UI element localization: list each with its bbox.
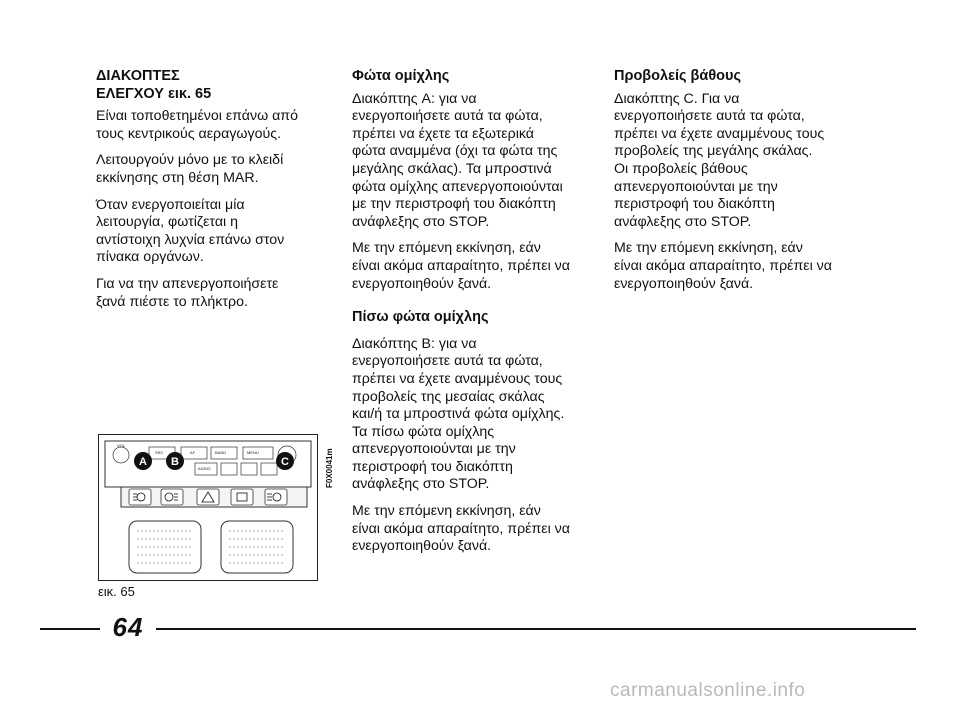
dashboard-switch-figure: [98, 434, 318, 581]
heading-line-2: ΕΛΕΓΧΟΥ εικ. 65: [96, 85, 212, 102]
figure-code-text: F0X0041m: [325, 448, 334, 488]
panel-label: BAND: [215, 450, 227, 455]
front-fog-switch: [129, 489, 151, 505]
callout-a-label: A: [139, 456, 147, 468]
rear-defrost-switch: [231, 489, 253, 505]
paragraph-warning-light: Όταν ενεργοποιείται μία λειτουργία, φωτίζεται η αντίστοιχη λυχνία επάνω στον πίνακα οργάνων.: [96, 196, 285, 266]
paragraph-key-position: Λειτουργούν μόνο με το κλειδί εκκίνησης στη θέση MAR.: [96, 152, 284, 186]
radio-button: [221, 463, 237, 475]
figure-code: [322, 430, 336, 490]
figure-caption: εικ. 65: [98, 584, 135, 599]
column-controls: [96, 68, 336, 320]
panel-label: VOL: [117, 443, 126, 448]
footer-rule-right: [156, 628, 916, 630]
callout-c-label: C: [281, 456, 289, 468]
radio-button: [261, 463, 277, 475]
paragraph-next-start-3: Με την επόμενη εκκίνηση, εάν είναι ακόμα απαραίτητο, πρέπει να ενεργοποιηθούν ξανά.: [614, 240, 832, 292]
volume-knob: [113, 447, 129, 463]
section-heading-controls: [96, 68, 336, 103]
paragraph-next-start-2: Με την επόμενη εκκίνηση, εάν είναι ακόμα απαραίτητο, πρέπει να ενεργοποιηθούν ξανά.: [352, 503, 570, 555]
panel-label: AF: [190, 450, 196, 455]
paragraph-deactivate: Για να την απενεργοποιήσετε ξανά πιέστε το πλήκτρο.: [96, 275, 279, 310]
page-number: 64: [112, 612, 144, 642]
footer-rule-left: [40, 628, 100, 630]
paragraph-location: Είναι τοποθετημένοι επάνω από τους κεντρικούς αεραγωγούς.: [96, 108, 298, 142]
panel-label: AUDIO: [198, 466, 211, 471]
section-heading-high-beam: Προβολείς βάθους: [614, 68, 741, 84]
paragraph-switch-b: Διακόπτης B: για να ενεργοποιήσετε αυτά τα φώτα, πρέπει να έχετε αναμμένους τους προβολείς της μεσαίας σκάλας και/ή τα μπροστινά φώτα ομίχλης. Τα πίσω φώτα ομίχλης απενεργοποιούνται με την περιστροφή του διακόπτη ανάφλεξης στο STOP.: [352, 335, 565, 493]
column-high-beam: [614, 68, 864, 302]
radio-button: [241, 463, 257, 475]
column-fog-lights: [352, 68, 602, 565]
callout-b-label: B: [171, 456, 179, 468]
watermark: carmanualsonline.info: [610, 680, 806, 701]
heading-line-1: ΔΙΑΚΟΠΤΕΣ: [96, 68, 180, 84]
section-heading-rear-fog: Πίσω φώτα ομίχλης: [352, 309, 489, 326]
dashboard-illustration: [99, 435, 317, 580]
panel-label: MENU: [247, 450, 259, 455]
paragraph-switch-c: Διακόπτης C. Για να ενεργοποιήσετε αυτά τα φώτα, πρέπει να έχετε αναμμένους τους προβολείς της μεγάλης σκάλας. Οι προβολείς βάθους απενεργοποιούνται με την περιστροφή του διακόπτη ανάφλεξης στο STOP.: [614, 90, 825, 230]
panel-label: SRC: [155, 450, 164, 455]
paragraph-next-start-1: Με την επόμενη εκκίνηση, εάν είναι ακόμα απαραίτητο, πρέπει να ενεργοποιηθούν ξανά.: [352, 240, 570, 292]
paragraph-switch-a: Διακόπτης A: για να ενεργοποιήσετε αυτά τα φώτα, πρέπει να έχετε τα εξωτερικά φώτα αναμμένα (όχι τα φώτα της μεγάλης σκάλας). Τα μπροστινά φώτα ομίχλης απενεργοποιούνται με την περιστροφή του διακόπτη ανάφλεξης στο STOP.: [352, 90, 563, 230]
section-heading-fog-lights: Φώτα ομίχλης: [352, 68, 450, 84]
rear-fog-switch: [161, 489, 183, 505]
